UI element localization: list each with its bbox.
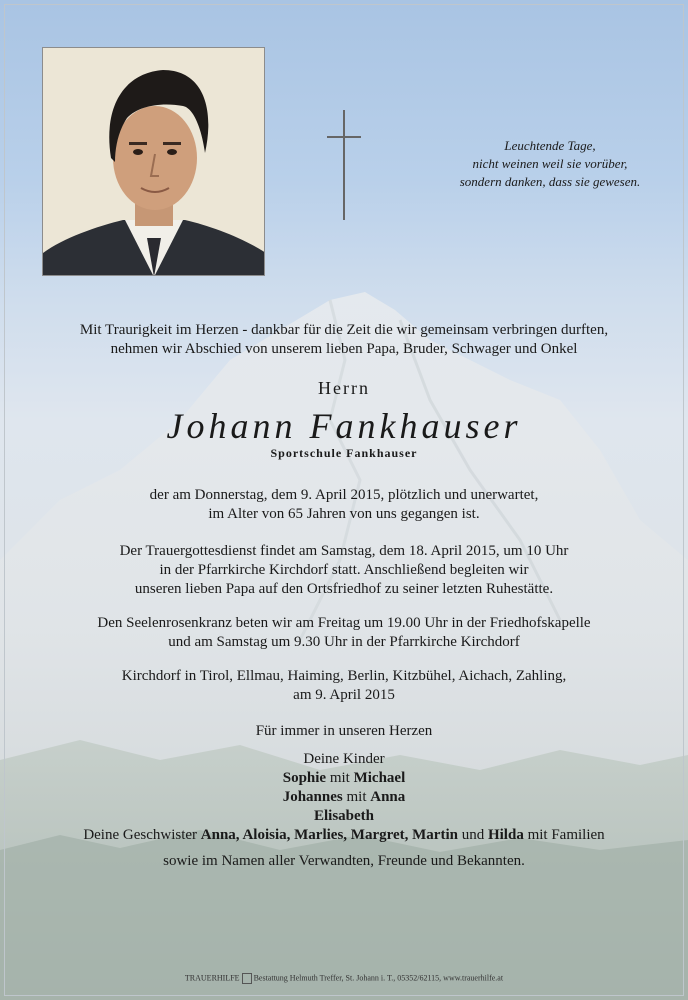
paragraph-line: unseren lieben Papa auf den Ortsfriedhof zu seiner letzten Ruhestätte. — [134, 581, 554, 597]
deceased-subtitle: Sportschule Fankhauser — [270, 446, 418, 460]
siblings-suffix: mit Familien — [527, 827, 605, 843]
intro-line: Mit Traurigkeit im Herzen - dankbar für die Zeit die wir gemeinsam verbringen durften, — [79, 322, 609, 338]
child-name: Elisabeth — [313, 808, 374, 824]
partner-name: Anna — [370, 789, 406, 805]
siblings-names: Anna, Aloisia, Marlies, Margret, Martin — [200, 827, 458, 843]
child-row — [0, 807, 688, 826]
paragraph-line: am 9. April 2015 — [293, 687, 395, 703]
child-name: Sophie — [282, 770, 327, 786]
child-row — [0, 788, 688, 807]
forever-line: Für immer in unseren Herzen — [255, 723, 433, 739]
places-paragraph — [0, 667, 688, 705]
intro-text — [0, 321, 688, 359]
service-paragraph — [0, 542, 688, 599]
footer-brand: TRAUERHILFE — [184, 973, 240, 983]
rosary-paragraph — [0, 614, 688, 652]
and-word: und — [461, 827, 485, 843]
siblings-row — [0, 826, 688, 845]
partner-name: Michael — [353, 770, 406, 786]
footer-text: Bestattung Helmuth Treffer, St. Johann i. T., 05352/62115, www.trauerhilfe.at — [253, 973, 504, 983]
death-paragraph — [0, 486, 688, 524]
paragraph-line: in der Pfarrkirche Kirchdorf statt. Anschließend begleiten wir — [159, 562, 529, 578]
paragraph-line: Kirchdorf in Tirol, Ellmau, Haiming, Berlin, Kitzbühel, Aichach, Zahling, — [121, 668, 567, 684]
portrait-photo — [42, 47, 265, 276]
with-word: mit — [329, 770, 350, 786]
trauerhilfe-logo-icon — [242, 973, 252, 984]
motto-line: Leuchtende Tage, — [504, 138, 596, 153]
paragraph-line: der am Donnerstag, dem 9. April 2015, plötzlich und unerwartet, — [149, 487, 539, 503]
intro-line: nehmen wir Abschied von unserem lieben Papa, Bruder, Schwager und Onkel — [110, 341, 578, 357]
motto-quote — [415, 137, 685, 191]
footer-credit — [0, 973, 688, 984]
siblings-prefix: Deine Geschwister — [83, 827, 198, 843]
salutation: Herrn — [318, 378, 370, 398]
paragraph-line: und am Samstag um 9.30 Uhr in der Pfarrkirche Kirchdorf — [168, 634, 520, 650]
sibling-last-name: Hilda — [487, 827, 524, 843]
paragraph-line: Den Seelenrosenkranz beten wir am Freitag um 19.00 Uhr in der Friedhofskapelle — [97, 615, 591, 631]
closing-line: sowie im Namen aller Verwandten, Freunde und Bekannten. — [163, 853, 525, 869]
motto-line: sondern danken, dass sie gewesen. — [459, 174, 641, 189]
deceased-name: Johann Fankhauser — [166, 406, 522, 446]
paragraph-line: Der Trauergottesdienst findet am Samstag, dem 18. April 2015, um 10 Uhr — [119, 543, 569, 559]
motto-line: nicht weinen weil sie vorüber, — [472, 156, 628, 171]
family-list — [0, 750, 688, 845]
children-label: Deine Kinder — [303, 751, 385, 767]
child-row — [0, 769, 688, 788]
with-word: mit — [346, 789, 367, 805]
portrait-image — [43, 48, 265, 276]
cross-icon — [327, 110, 361, 220]
paragraph-line: im Alter von 65 Jahren von uns gegangen ist. — [208, 506, 480, 522]
child-name: Johannes — [282, 789, 343, 805]
